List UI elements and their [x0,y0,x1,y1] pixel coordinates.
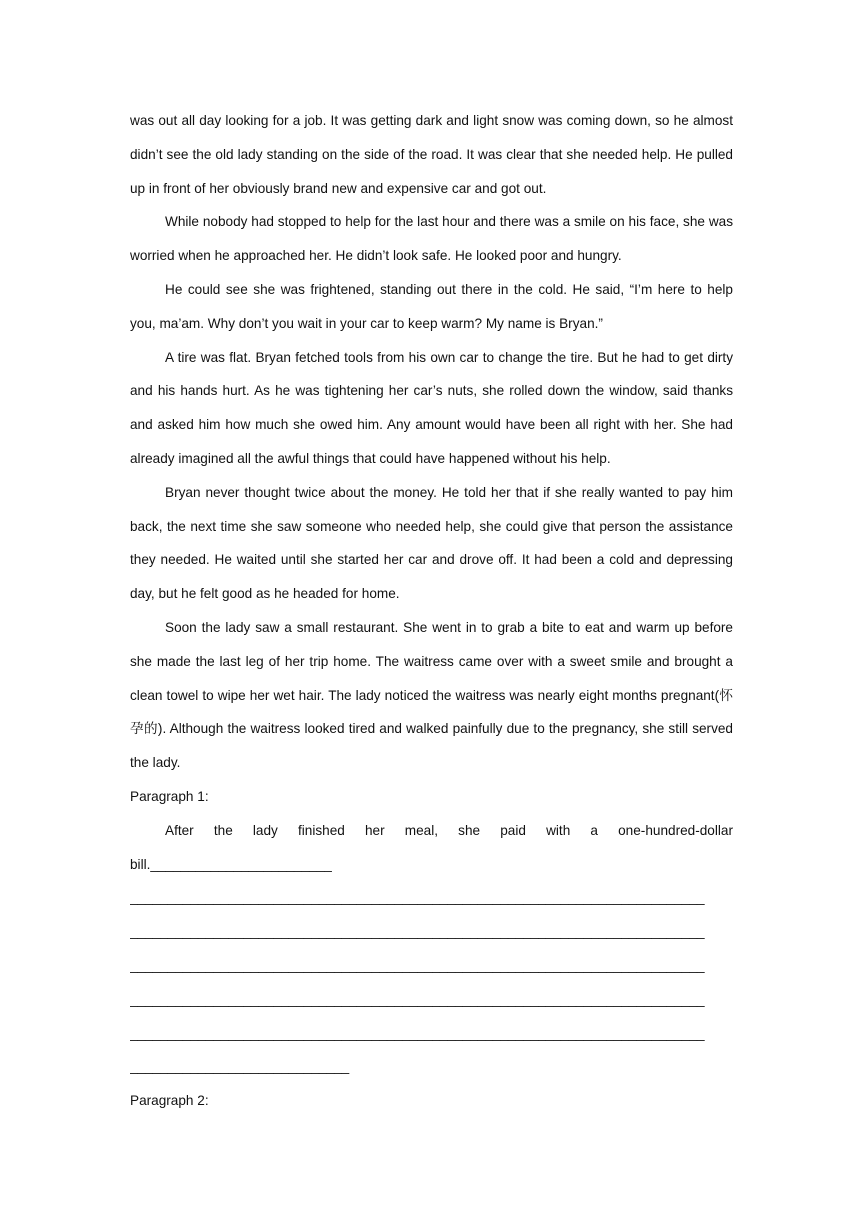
story-paragraph: Soon the lady saw a small restaurant. She went in to grab a bite to eat and warm up before she made the last leg of her trip home. The waitress came over with a sweet smile and brought a clean towel to wipe her wet hair. The lady noticed the waitress was nearly eight months pregnant(怀孕的). Although the waitress looked tired and walked painfully due to the pregnancy, she still served the lady. [130,619,733,771]
document-body [130,104,733,1118]
answer-line: ____________________________________________________________________________ [130,991,705,1007]
story-paragraph-continued: was out all day looking for a job. It was getting dark and light snow was coming down, so he almost didn’t see the old lady standing on the side of the road. It was clear that she needed help. He pulled up in front of her obviously brand new and expensive car and got out. [130,113,733,196]
story-paragraph: While nobody had stopped to help for the last hour and there was a smile on his face, she was worried when he approached her. He didn’t look safe. He looked poor and hungry. [130,214,733,264]
story-paragraph: He could see she was frightened, standing out there in the cold. He said, “I’m here to help you, ma’am. Why don’t you wait in your car to keep warm? My name is Bryan.” [130,281,733,331]
story-paragraph: A tire was flat. Bryan fetched tools from his own car to change the tire. But he had to get dirty and his hands hurt. As he was tightening her car’s nuts, she rolled down the window, said thanks and asked him how much she owed him. Any amount would have been all right with her. She had already imagined all the awful things that could have happened without his help. [130,349,733,466]
paragraph-1-label: Paragraph 1: [130,788,209,804]
paragraph-2-label: Paragraph 2: [130,1093,209,1109]
answer-line: _____________________________ [130,1059,350,1075]
paragraph-1-starter-end: bill.________________________ [130,856,332,872]
story-paragraph: Bryan never thought twice about the money. He told her that if she really wanted to pay him back, the next time she saw someone who needed help, she could give that person the assistance they needed. He waited until she started her car and drove off. It had been a cold and depressing day, but he felt good as he headed for home. [130,484,733,602]
answer-line: ____________________________________________________________________________ [130,1025,705,1041]
answer-line: ____________________________________________________________________________ [130,957,705,973]
paragraph-1-starter: After the lady finished her meal, she paid with a one-hundred-dollar [165,822,733,838]
answer-line: ____________________________________________________________________________ [130,924,705,940]
answer-line: ____________________________________________________________________________ [130,890,705,906]
